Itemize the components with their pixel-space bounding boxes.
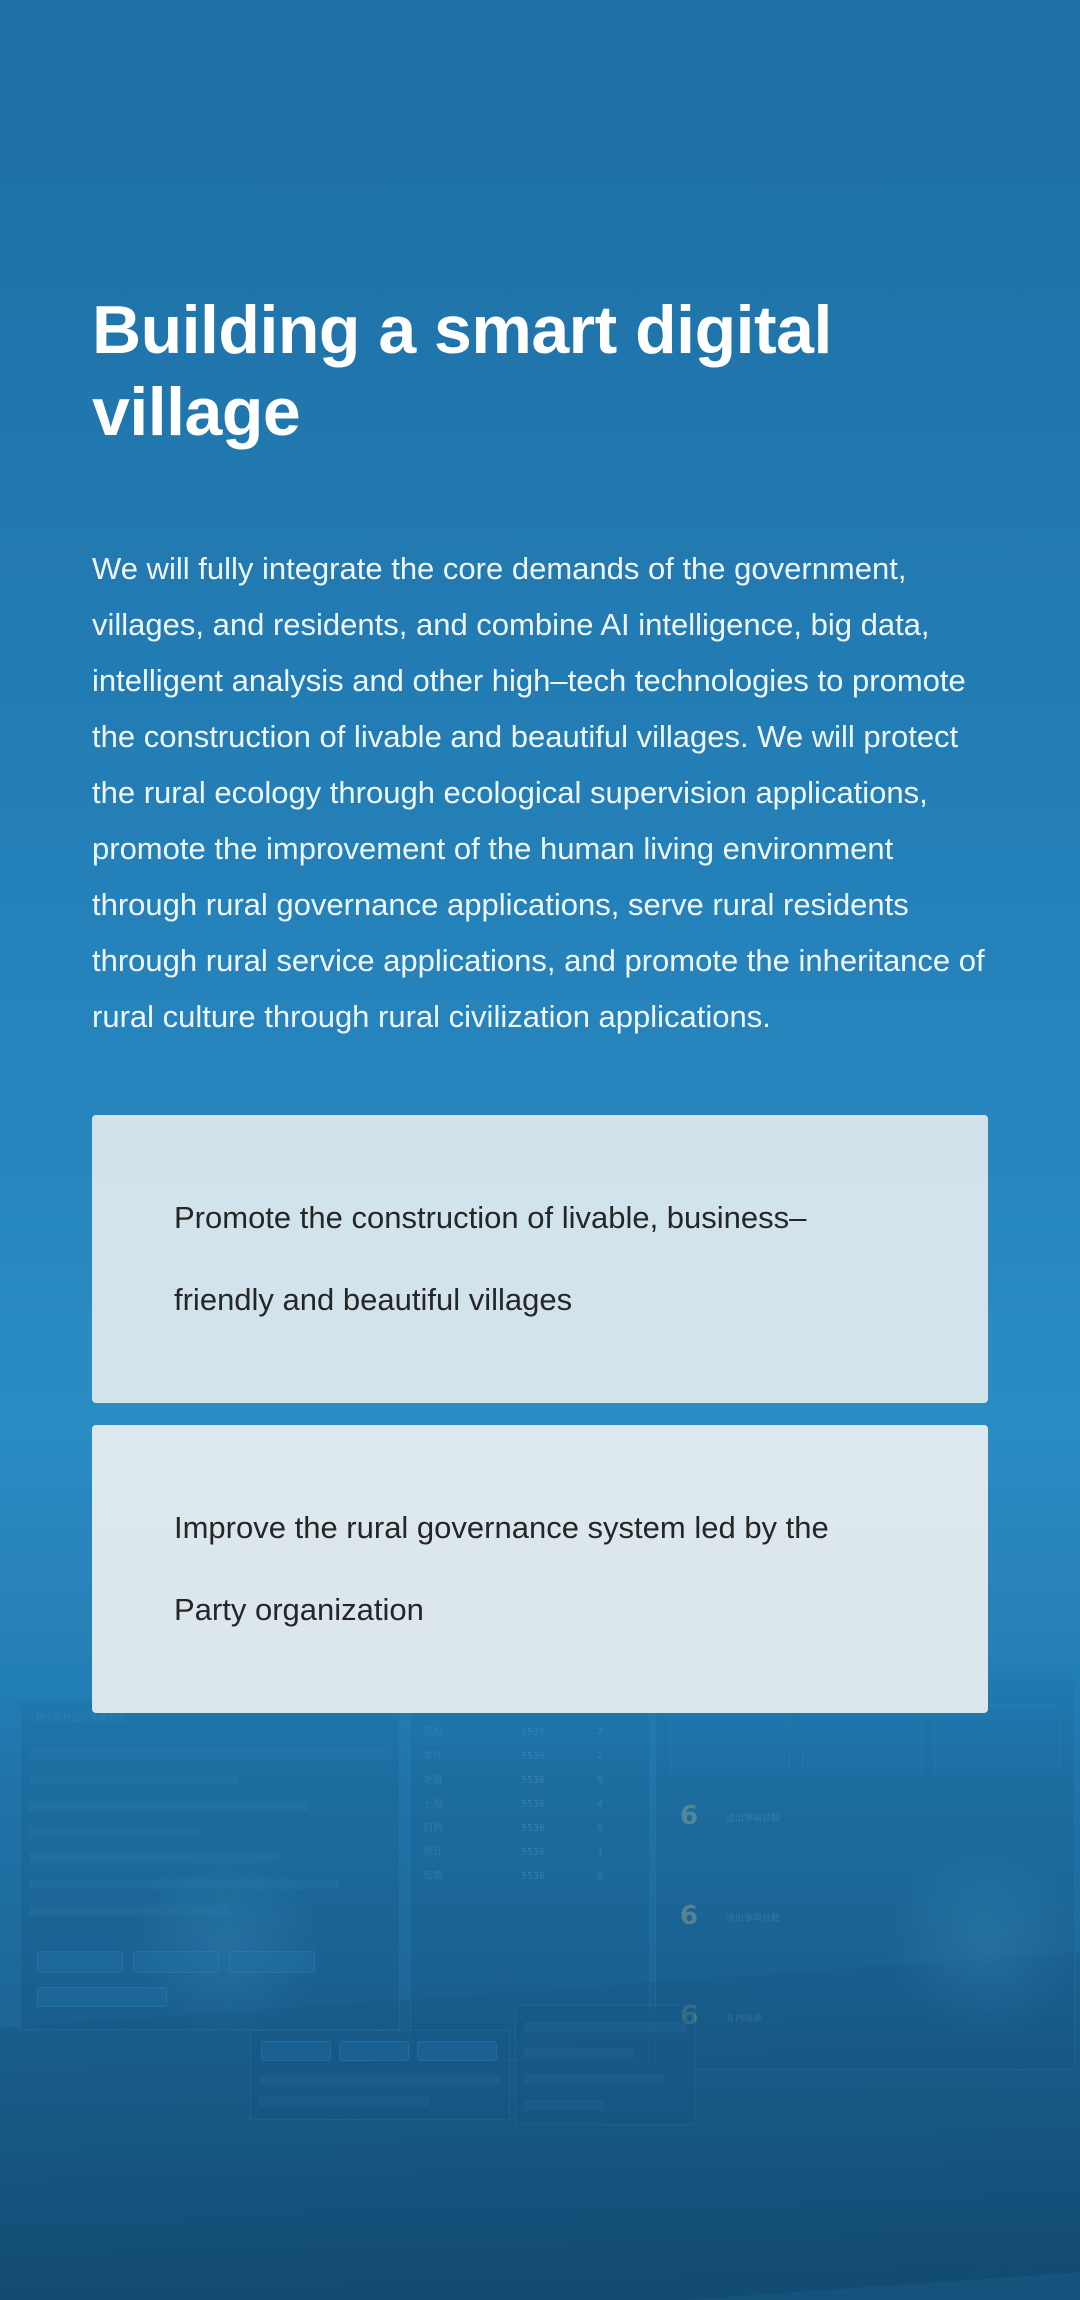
- page-description: We will fully integrate the core demands of the government, villages, and residents, and combine AI intelligence, big data, intelligent analysis and other high–tech technologies to promote the construction of livable and beautiful villages. We will protect the rural ecology through ecological supervision applications, promote the improvement of the human living environment through rural governance applications, serve rural residents through rural service applications, and promote the inheritance of rural culture through rural civilization applications.: [92, 551, 985, 1035]
- feature-card-label: Improve the rural governance system led by the Party organization: [174, 1510, 829, 1628]
- background-overlay-tint: [0, 1660, 1080, 2300]
- feature-card-rural-governance[interactable]: [92, 1425, 988, 1713]
- feature-card-label: Promote the construction of livable, business–friendly and beautiful villages: [174, 1200, 807, 1318]
- page-title: Building a smart digital village: [92, 292, 832, 450]
- feature-card-livable-villages[interactable]: [92, 1115, 988, 1403]
- content-column: [0, 290, 1080, 1713]
